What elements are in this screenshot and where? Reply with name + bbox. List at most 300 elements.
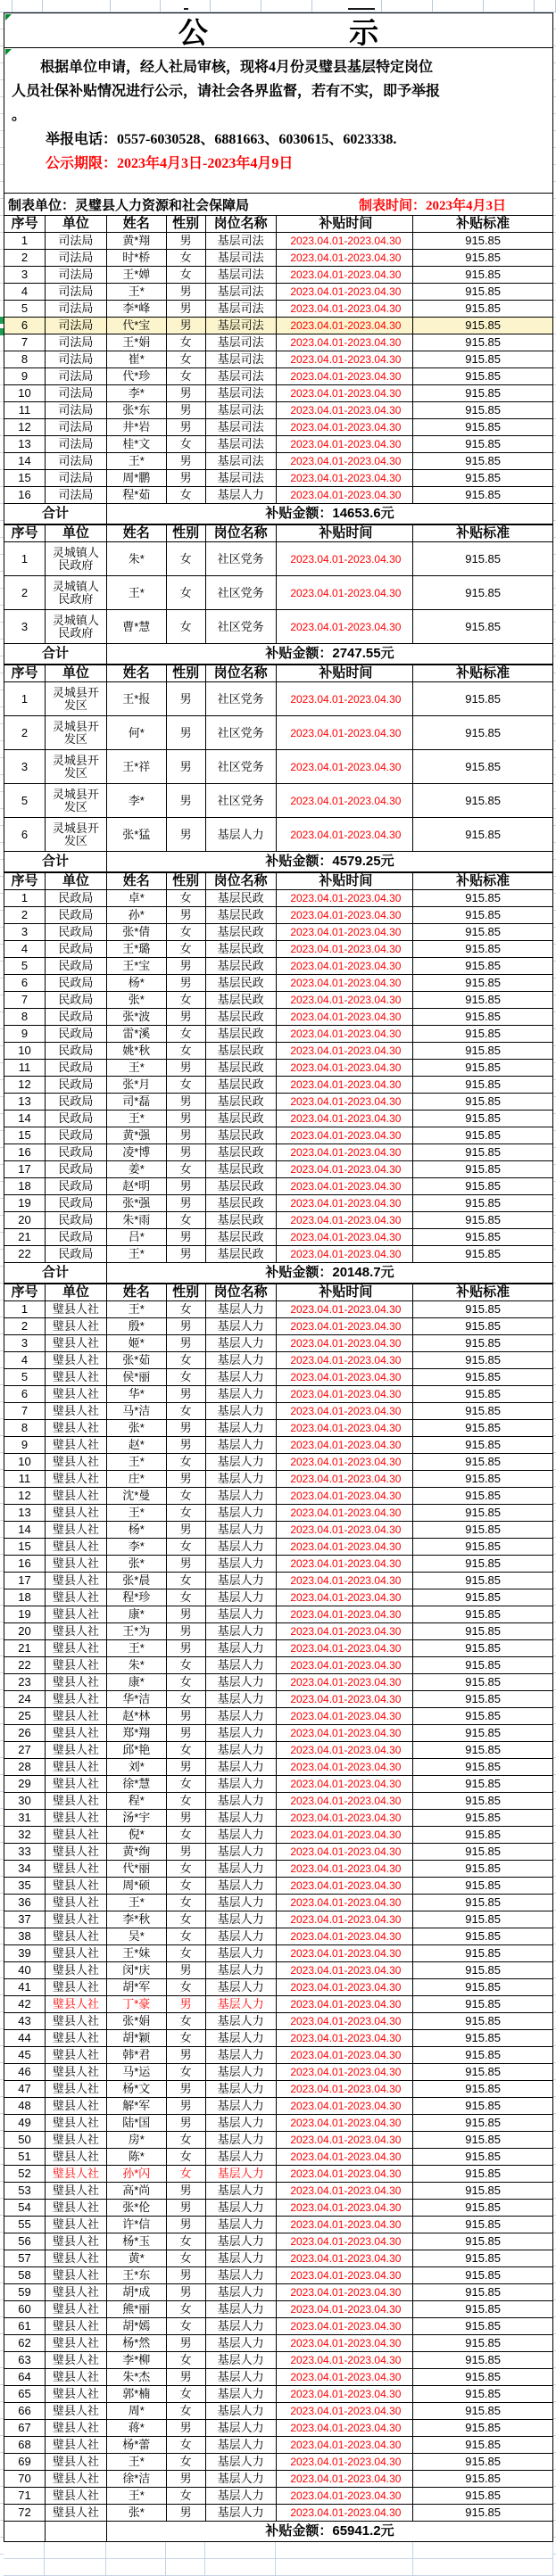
cell-unit[interactable]: 司法局 xyxy=(46,334,107,351)
cell-gender[interactable]: 女 xyxy=(167,2132,206,2149)
cell-unit[interactable]: 璧县人社 xyxy=(46,1606,107,1623)
cell-name[interactable]: 李*柳 xyxy=(107,2352,167,2369)
cell-gender[interactable]: 男 xyxy=(167,1229,206,1246)
cell-gender[interactable]: 女 xyxy=(167,1403,206,1420)
cell-standard[interactable]: 915.85 xyxy=(413,2454,553,2471)
cell-post[interactable]: 基层人力 xyxy=(206,1793,277,1810)
cell-post[interactable]: 基层司法 xyxy=(206,284,277,301)
cell-no[interactable]: 44 xyxy=(4,2030,46,2047)
cell-post[interactable]: 基层人力 xyxy=(206,1556,277,1573)
cell-standard[interactable]: 915.85 xyxy=(413,1127,553,1144)
cell-gender[interactable]: 女 xyxy=(167,1691,206,1708)
cell-gender[interactable]: 男 xyxy=(167,1606,206,1623)
cell-name[interactable]: 王*妹 xyxy=(107,1945,167,1962)
cell-post[interactable]: 基层人力 xyxy=(206,2403,277,2420)
cell-unit[interactable]: 璧县人社 xyxy=(46,1657,107,1674)
cell-no[interactable]: 2 xyxy=(4,1318,46,1335)
cell-standard[interactable]: 915.85 xyxy=(413,716,553,750)
cell-no[interactable]: 13 xyxy=(4,436,46,453)
cell-no[interactable]: 13 xyxy=(4,1505,46,1522)
cell-name[interactable]: 熊*丽 xyxy=(107,2301,167,2318)
cell-standard[interactable]: 915.85 xyxy=(413,2013,553,2030)
cell-gender[interactable]: 男 xyxy=(167,1386,206,1403)
cell-date[interactable]: 2023.04.01-2023.04.30 xyxy=(277,1810,414,1827)
cell-no[interactable]: 1 xyxy=(4,233,46,250)
cell-name[interactable]: 代*丽 xyxy=(107,1861,167,1878)
grid-cell[interactable] xyxy=(106,2542,166,2559)
cell-name[interactable]: 李*秋 xyxy=(107,1911,167,1928)
cell-post[interactable]: 基层民政 xyxy=(206,907,277,924)
cell-name[interactable]: 朱*杰 xyxy=(107,2369,167,2386)
cell-standard[interactable]: 915.85 xyxy=(413,2505,553,2522)
cell-name[interactable]: 张*强 xyxy=(107,1195,167,1212)
cell-date[interactable]: 2023.04.01-2023.04.30 xyxy=(277,975,414,992)
cell-name[interactable]: 李* xyxy=(107,385,167,402)
cell-gender[interactable]: 女 xyxy=(167,1895,206,1911)
cell-date[interactable]: 2023.04.01-2023.04.30 xyxy=(277,750,414,784)
cell-gender[interactable]: 女 xyxy=(167,890,206,907)
cell-gender[interactable]: 女 xyxy=(167,2488,206,2505)
cell-gender[interactable]: 男 xyxy=(167,2217,206,2233)
cell-unit[interactable]: 璧县人社 xyxy=(46,2403,107,2420)
cell-unit[interactable]: 璧县人社 xyxy=(46,1556,107,1573)
cell-gender[interactable]: 男 xyxy=(167,402,206,419)
cell-no[interactable]: 58 xyxy=(4,2267,46,2284)
cell-post[interactable]: 基层人力 xyxy=(206,1573,277,1589)
cell-name[interactable]: 程*珍 xyxy=(107,1589,167,1606)
cell-post[interactable]: 基层人力 xyxy=(206,1471,277,1488)
cell-unit[interactable]: 璧县人社 xyxy=(46,1945,107,1962)
cell-no[interactable]: 1 xyxy=(4,890,46,907)
cell-standard[interactable]: 915.85 xyxy=(413,1861,553,1878)
cell-post[interactable]: 基层人力 xyxy=(206,2047,277,2064)
grid-cell[interactable] xyxy=(166,2559,205,2576)
cell-gender[interactable]: 男 xyxy=(167,1335,206,1352)
cell-standard[interactable]: 915.85 xyxy=(413,2217,553,2233)
cell-unit[interactable]: 璧县人社 xyxy=(46,1318,107,1335)
cell-name[interactable]: 邱*艳 xyxy=(107,1742,167,1759)
cell-unit[interactable]: 司法局 xyxy=(46,453,107,470)
cell-date[interactable]: 2023.04.01-2023.04.30 xyxy=(277,2488,414,2505)
cell-post[interactable]: 基层人力 xyxy=(206,818,277,852)
cell-date[interactable]: 2023.04.01-2023.04.30 xyxy=(277,1556,414,1573)
cell-post[interactable]: 社区党务 xyxy=(206,784,277,818)
cell-date[interactable]: 2023.04.01-2023.04.30 xyxy=(277,1725,414,1742)
cell-standard[interactable]: 915.85 xyxy=(413,2369,553,2386)
cell-name[interactable]: 井*岩 xyxy=(107,419,167,436)
cell-unit[interactable]: 璧县人社 xyxy=(46,1742,107,1759)
cell-no[interactable]: 21 xyxy=(4,1229,46,1246)
cell-no[interactable]: 5 xyxy=(4,958,46,975)
cell-date[interactable]: 2023.04.01-2023.04.30 xyxy=(277,1161,414,1178)
cell-standard[interactable]: 915.85 xyxy=(413,1229,553,1246)
cell-name[interactable]: 王*报 xyxy=(107,682,167,716)
cell-post[interactable]: 基层司法 xyxy=(206,436,277,453)
cell-date[interactable]: 2023.04.01-2023.04.30 xyxy=(277,2166,414,2183)
cell-post[interactable]: 基层司法 xyxy=(206,233,277,250)
cell-standard[interactable]: 915.85 xyxy=(413,2115,553,2132)
cell-standard[interactable]: 915.85 xyxy=(413,1573,553,1589)
cell-name[interactable]: 周*硕 xyxy=(107,1878,167,1895)
cell-standard[interactable]: 915.85 xyxy=(413,2081,553,2098)
cell-unit[interactable]: 璧县人社 xyxy=(46,1878,107,1895)
cell-unit[interactable]: 璧县人社 xyxy=(46,1911,107,1928)
cell-unit[interactable]: 民政局 xyxy=(46,975,107,992)
cell-date[interactable]: 2023.04.01-2023.04.30 xyxy=(277,2064,414,2081)
cell-unit[interactable]: 璧县人社 xyxy=(46,1488,107,1505)
cell-name[interactable]: 何* xyxy=(107,716,167,750)
cell-post[interactable]: 基层人力 xyxy=(206,1606,277,1623)
cell-gender[interactable]: 女 xyxy=(167,334,206,351)
cell-no[interactable]: 6 xyxy=(4,318,46,334)
cell-name[interactable]: 司*磊 xyxy=(107,1094,167,1110)
cell-standard[interactable]: 915.85 xyxy=(413,1488,553,1505)
cell-date[interactable]: 2023.04.01-2023.04.30 xyxy=(277,1352,414,1369)
cell-unit[interactable]: 璧县人社 xyxy=(46,2488,107,2505)
cell-total-empty[interactable] xyxy=(4,2522,46,2542)
cell-unit[interactable]: 璧县人社 xyxy=(46,2318,107,2335)
cell-gender[interactable]: 男 xyxy=(167,2505,206,2522)
cell-name[interactable]: 黄*翔 xyxy=(107,233,167,250)
cell-post[interactable]: 基层人力 xyxy=(206,2149,277,2166)
cell-unit[interactable]: 璧县人社 xyxy=(46,2013,107,2030)
cell-name[interactable]: 李*峰 xyxy=(107,301,167,318)
cell-standard[interactable]: 915.85 xyxy=(413,1110,553,1127)
cell-name[interactable]: 王*娟 xyxy=(107,334,167,351)
cell-post[interactable]: 基层人力 xyxy=(206,1386,277,1403)
cell-gender[interactable]: 男 xyxy=(167,1420,206,1437)
cell-gender[interactable]: 男 xyxy=(167,907,206,924)
cell-date[interactable]: 2023.04.01-2023.04.30 xyxy=(277,2183,414,2200)
cell-name[interactable]: 程*茹 xyxy=(107,487,167,504)
header-col-unit[interactable]: 单位 xyxy=(46,665,107,682)
cell-no[interactable]: 29 xyxy=(4,1776,46,1793)
cell-post[interactable]: 基层人力 xyxy=(206,1759,277,1776)
cell-date[interactable]: 2023.04.01-2023.04.30 xyxy=(277,1573,414,1589)
cell-date[interactable]: 2023.04.01-2023.04.30 xyxy=(277,2335,414,2352)
cell-no[interactable]: 16 xyxy=(4,1556,46,1573)
cell-gender[interactable]: 男 xyxy=(167,2047,206,2064)
cell-post[interactable]: 基层人力 xyxy=(206,1640,277,1657)
cell-gender[interactable]: 女 xyxy=(167,1945,206,1962)
cell-post[interactable]: 基层民政 xyxy=(206,1178,277,1195)
cell-date[interactable]: 2023.04.01-2023.04.30 xyxy=(277,2284,414,2301)
cell-unit[interactable]: 司法局 xyxy=(46,267,107,284)
cell-standard[interactable]: 915.85 xyxy=(413,1195,553,1212)
cell-name[interactable]: 胡*嫣 xyxy=(107,2318,167,2335)
cell-name[interactable]: 华* xyxy=(107,1386,167,1403)
header-col-standard[interactable]: 补贴标准 xyxy=(413,665,553,682)
cell-post[interactable]: 社区党务 xyxy=(206,716,277,750)
cell-unit[interactable]: 璧县人社 xyxy=(46,2115,107,2132)
cell-name[interactable]: 胡*成 xyxy=(107,2284,167,2301)
cell-date[interactable]: 2023.04.01-2023.04.30 xyxy=(277,542,414,576)
cell-unit[interactable]: 璧县人社 xyxy=(46,1335,107,1352)
cell-date[interactable]: 2023.04.01-2023.04.30 xyxy=(277,1911,414,1928)
cell-gender[interactable]: 女 xyxy=(167,924,206,941)
cell-name[interactable]: 王* xyxy=(107,1895,167,1911)
cell-name[interactable]: 吴* xyxy=(107,1928,167,1945)
cell-gender[interactable]: 男 xyxy=(167,301,206,318)
cell-date[interactable]: 2023.04.01-2023.04.30 xyxy=(277,818,414,852)
cell-unit[interactable]: 璧县人社 xyxy=(46,1708,107,1725)
cell-gender[interactable]: 女 xyxy=(167,1505,206,1522)
cell-name[interactable]: 蒋* xyxy=(107,2420,167,2437)
cell-gender[interactable]: 男 xyxy=(167,1556,206,1573)
cell-standard[interactable]: 915.85 xyxy=(413,1827,553,1844)
cell-standard[interactable]: 915.85 xyxy=(413,1640,553,1657)
cell-post[interactable]: 基层人力 xyxy=(206,2369,277,2386)
cell-name[interactable]: 胡*颖 xyxy=(107,2030,167,2047)
header-col-standard[interactable]: 补贴标准 xyxy=(413,872,553,890)
header-col-no[interactable]: 序号 xyxy=(4,215,46,233)
cell-standard[interactable]: 915.85 xyxy=(413,1060,553,1077)
cell-no[interactable]: 20 xyxy=(4,1623,46,1640)
cell-name[interactable]: 刘* xyxy=(107,1759,167,1776)
cell-date[interactable]: 2023.04.01-2023.04.30 xyxy=(277,1861,414,1878)
header-col-time[interactable]: 补贴时间 xyxy=(277,215,414,233)
cell-no[interactable]: 9 xyxy=(4,1026,46,1043)
cell-standard[interactable]: 915.85 xyxy=(413,542,553,576)
cell-date[interactable]: 2023.04.01-2023.04.30 xyxy=(277,1437,414,1454)
cell-date[interactable]: 2023.04.01-2023.04.30 xyxy=(277,1077,414,1094)
header-col-name[interactable]: 姓名 xyxy=(107,872,167,890)
cell-no[interactable]: 10 xyxy=(4,1454,46,1471)
cell-no[interactable]: 1 xyxy=(4,542,46,576)
cell-post[interactable]: 基层人力 xyxy=(206,1911,277,1928)
cell-unit[interactable]: 璧县人社 xyxy=(46,1420,107,1437)
cell-standard[interactable]: 915.85 xyxy=(413,1708,553,1725)
cell-unit[interactable]: 灵城镇人民政府 xyxy=(46,576,107,610)
cell-standard[interactable]: 915.85 xyxy=(413,924,553,941)
cell-standard[interactable]: 915.85 xyxy=(413,1539,553,1556)
cell-no[interactable]: 64 xyxy=(4,2369,46,2386)
cell-standard[interactable]: 915.85 xyxy=(413,334,553,351)
cell-gender[interactable]: 男 xyxy=(167,1522,206,1539)
cell-standard[interactable]: 915.85 xyxy=(413,1759,553,1776)
cell-standard[interactable]: 915.85 xyxy=(413,576,553,610)
cell-no[interactable]: 53 xyxy=(4,2183,46,2200)
cell-post[interactable]: 基层民政 xyxy=(206,1110,277,1127)
cell-standard[interactable]: 915.85 xyxy=(413,1437,553,1454)
cell-unit[interactable]: 民政局 xyxy=(46,1144,107,1161)
cell-standard[interactable]: 915.85 xyxy=(413,2233,553,2250)
cell-standard[interactable]: 915.85 xyxy=(413,1522,553,1539)
cell-unit[interactable]: 璧县人社 xyxy=(46,1437,107,1454)
cell-post[interactable]: 基层民政 xyxy=(206,941,277,958)
cell-date[interactable]: 2023.04.01-2023.04.30 xyxy=(277,610,414,644)
cell-date[interactable]: 2023.04.01-2023.04.30 xyxy=(277,1589,414,1606)
cell-unit[interactable]: 璧县人社 xyxy=(46,1454,107,1471)
cell-unit[interactable]: 民政局 xyxy=(46,1195,107,1212)
cell-post[interactable]: 基层人力 xyxy=(206,2471,277,2488)
cell-name[interactable]: 张*晨 xyxy=(107,1573,167,1589)
header-col-post[interactable]: 岗位名称 xyxy=(206,1284,277,1301)
cell-unit[interactable]: 司法局 xyxy=(46,487,107,504)
cell-post[interactable]: 基层人力 xyxy=(206,1979,277,1996)
cell-post[interactable]: 基层人力 xyxy=(206,1962,277,1979)
cell-no[interactable]: 43 xyxy=(4,2013,46,2030)
cell-date[interactable]: 2023.04.01-2023.04.30 xyxy=(277,1623,414,1640)
cell-gender[interactable]: 男 xyxy=(167,682,206,716)
cell-gender[interactable]: 女 xyxy=(167,1793,206,1810)
cell-date[interactable]: 2023.04.01-2023.04.30 xyxy=(277,941,414,958)
cell-date[interactable]: 2023.04.01-2023.04.30 xyxy=(277,1403,414,1420)
cell-standard[interactable]: 915.85 xyxy=(413,992,553,1009)
cell-no[interactable]: 62 xyxy=(4,2335,46,2352)
cell-total-label[interactable]: 合计 xyxy=(4,644,107,665)
cell-gender[interactable]: 男 xyxy=(167,1178,206,1195)
cell-name[interactable]: 王* xyxy=(107,1454,167,1471)
cell-no[interactable]: 3 xyxy=(4,610,46,644)
cell-gender[interactable]: 女 xyxy=(167,1539,206,1556)
cell-post[interactable]: 基层民政 xyxy=(206,1195,277,1212)
cell-gender[interactable]: 女 xyxy=(167,1077,206,1094)
cell-name[interactable]: 沈*曼 xyxy=(107,1488,167,1505)
cell-post[interactable]: 基层司法 xyxy=(206,402,277,419)
grid-cell[interactable] xyxy=(205,2559,276,2576)
cell-gender[interactable]: 男 xyxy=(167,318,206,334)
cell-standard[interactable]: 915.85 xyxy=(413,2386,553,2403)
cell-name[interactable]: 丁*豪 xyxy=(107,1996,167,2013)
cell-post[interactable]: 基层人力 xyxy=(206,2267,277,2284)
cell-no[interactable]: 30 xyxy=(4,1793,46,1810)
cell-post[interactable]: 基层人力 xyxy=(206,1403,277,1420)
cell-gender[interactable]: 女 xyxy=(167,1827,206,1844)
cell-gender[interactable]: 男 xyxy=(167,975,206,992)
cell-no[interactable]: 47 xyxy=(4,2081,46,2098)
cell-date[interactable]: 2023.04.01-2023.04.30 xyxy=(277,2081,414,2098)
cell-standard[interactable]: 915.85 xyxy=(413,750,553,784)
cell-date[interactable]: 2023.04.01-2023.04.30 xyxy=(277,402,414,419)
cell-standard[interactable]: 915.85 xyxy=(413,1996,553,2013)
cell-no[interactable]: 14 xyxy=(4,1110,46,1127)
cell-no[interactable]: 66 xyxy=(4,2403,46,2420)
cell-gender[interactable]: 男 xyxy=(167,2183,206,2200)
cell-no[interactable]: 22 xyxy=(4,1246,46,1263)
cell-gender[interactable]: 男 xyxy=(167,470,206,487)
cell-date[interactable]: 2023.04.01-2023.04.30 xyxy=(277,1043,414,1060)
cell-post[interactable]: 基层人力 xyxy=(206,2064,277,2081)
cell-unit[interactable]: 民政局 xyxy=(46,1127,107,1144)
cell-standard[interactable]: 915.85 xyxy=(413,1301,553,1318)
announcement-body-cell[interactable] xyxy=(4,48,552,194)
cell-post[interactable]: 基层人力 xyxy=(206,1657,277,1674)
cell-unit[interactable]: 璧县人社 xyxy=(46,2217,107,2233)
cell-no[interactable]: 4 xyxy=(4,284,46,301)
cell-unit[interactable]: 璧县人社 xyxy=(46,1386,107,1403)
cell-gender[interactable]: 男 xyxy=(167,1060,206,1077)
grid-cell[interactable] xyxy=(4,2542,45,2559)
cell-no[interactable]: 48 xyxy=(4,2098,46,2115)
cell-date[interactable]: 2023.04.01-2023.04.30 xyxy=(277,436,414,453)
cell-date[interactable]: 2023.04.01-2023.04.30 xyxy=(277,2217,414,2233)
cell-unit[interactable]: 灵城镇人民政府 xyxy=(46,542,107,576)
cell-date[interactable]: 2023.04.01-2023.04.30 xyxy=(277,1178,414,1195)
cell-gender[interactable]: 男 xyxy=(167,1110,206,1127)
cell-standard[interactable]: 915.85 xyxy=(413,470,553,487)
cell-gender[interactable]: 男 xyxy=(167,2471,206,2488)
cell-gender[interactable]: 男 xyxy=(167,2081,206,2098)
cell-name[interactable]: 康* xyxy=(107,1606,167,1623)
cell-name[interactable]: 杨* xyxy=(107,975,167,992)
cell-standard[interactable]: 915.85 xyxy=(413,2420,553,2437)
cell-unit[interactable]: 司法局 xyxy=(46,233,107,250)
cell-name[interactable]: 姬* xyxy=(107,1335,167,1352)
cell-total-amount[interactable]: 补贴金额：14653.6元 xyxy=(107,504,553,524)
cell-name[interactable]: 时*桥 xyxy=(107,250,167,267)
cell-unit[interactable]: 灵城镇人民政府 xyxy=(46,610,107,644)
cell-unit[interactable]: 司法局 xyxy=(46,284,107,301)
cell-unit[interactable]: 璧县人社 xyxy=(46,1759,107,1776)
cell-name[interactable]: 赵*明 xyxy=(107,1178,167,1195)
cell-unit[interactable]: 民政局 xyxy=(46,1077,107,1094)
cell-gender[interactable]: 男 xyxy=(167,1725,206,1742)
header-col-time[interactable]: 补贴时间 xyxy=(277,872,414,890)
cell-date[interactable]: 2023.04.01-2023.04.30 xyxy=(277,1212,414,1229)
cell-total-empty[interactable] xyxy=(46,2522,107,2542)
cell-name[interactable]: 倪* xyxy=(107,1827,167,1844)
header-col-gender[interactable]: 性别 xyxy=(167,215,206,233)
cell-standard[interactable]: 915.85 xyxy=(413,907,553,924)
cell-date[interactable]: 2023.04.01-2023.04.30 xyxy=(277,233,414,250)
cell-gender[interactable]: 女 xyxy=(167,1589,206,1606)
cell-no[interactable]: 19 xyxy=(4,1195,46,1212)
cell-post[interactable]: 基层人力 xyxy=(206,1539,277,1556)
cell-name[interactable]: 张*猛 xyxy=(107,818,167,852)
cell-post[interactable]: 基层人力 xyxy=(206,2505,277,2522)
cell-no[interactable]: 40 xyxy=(4,1962,46,1979)
cell-gender[interactable]: 女 xyxy=(167,1878,206,1895)
header-col-gender[interactable]: 性别 xyxy=(167,524,206,542)
cell-gender[interactable]: 女 xyxy=(167,436,206,453)
cell-no[interactable]: 37 xyxy=(4,1911,46,1928)
cell-post[interactable]: 基层人力 xyxy=(206,1725,277,1742)
cell-standard[interactable]: 915.85 xyxy=(413,1776,553,1793)
cell-standard[interactable]: 915.85 xyxy=(413,2471,553,2488)
cell-standard[interactable]: 915.85 xyxy=(413,1077,553,1094)
header-col-no[interactable]: 序号 xyxy=(4,872,46,890)
cell-date[interactable]: 2023.04.01-2023.04.30 xyxy=(277,1195,414,1212)
cell-post[interactable]: 基层人力 xyxy=(206,1352,277,1369)
cell-post[interactable]: 基层人力 xyxy=(206,1742,277,1759)
cell-date[interactable]: 2023.04.01-2023.04.30 xyxy=(277,1657,414,1674)
cell-name[interactable]: 殷* xyxy=(107,1318,167,1335)
cell-standard[interactable]: 915.85 xyxy=(413,1335,553,1352)
cell-name[interactable]: 王* xyxy=(107,1301,167,1318)
cell-gender[interactable]: 女 xyxy=(167,1928,206,1945)
cell-no[interactable]: 15 xyxy=(4,1127,46,1144)
cell-unit[interactable]: 璧县人社 xyxy=(46,2166,107,2183)
cell-post[interactable]: 基层人力 xyxy=(206,1928,277,1945)
header-col-no[interactable]: 序号 xyxy=(4,1284,46,1301)
cell-standard[interactable]: 915.85 xyxy=(413,453,553,470)
cell-name[interactable]: 王* xyxy=(107,284,167,301)
cell-post[interactable]: 社区党务 xyxy=(206,682,277,716)
cell-name[interactable]: 张* xyxy=(107,2505,167,2522)
cell-name[interactable]: 王* xyxy=(107,1060,167,1077)
cell-unit[interactable]: 璧县人社 xyxy=(46,2030,107,2047)
cell-date[interactable]: 2023.04.01-2023.04.30 xyxy=(277,1539,414,1556)
cell-post[interactable]: 基层民政 xyxy=(206,1043,277,1060)
cell-total-amount[interactable]: 补贴金额：4579.25元 xyxy=(107,852,553,872)
cell-date[interactable]: 2023.04.01-2023.04.30 xyxy=(277,1945,414,1962)
header-col-post[interactable]: 岗位名称 xyxy=(206,665,277,682)
cell-standard[interactable]: 915.85 xyxy=(413,1212,553,1229)
cell-date[interactable]: 2023.04.01-2023.04.30 xyxy=(277,1674,414,1691)
cell-date[interactable]: 2023.04.01-2023.04.30 xyxy=(277,1505,414,1522)
cell-gender[interactable]: 男 xyxy=(167,1144,206,1161)
